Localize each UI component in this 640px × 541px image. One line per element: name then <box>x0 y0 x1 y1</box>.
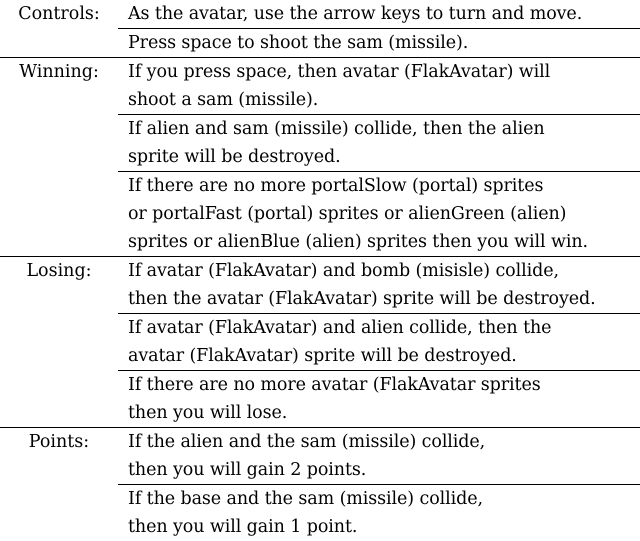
rule-line: If avatar (FlakAvatar) and alien collide, then the <box>128 318 552 338</box>
rule-cell <box>118 0 640 28</box>
rule-line: or portalFast (portal) sprites or alienGreen (alien) <box>128 204 567 224</box>
rule-cell <box>118 484 640 541</box>
rule-cell <box>118 313 640 370</box>
rule-line: If the alien and the sam (missile) collide, <box>128 432 486 452</box>
rule-line: If the base and the sam (missile) collide, <box>128 489 483 509</box>
rule-cell <box>118 370 640 427</box>
section-losing <box>0 256 640 427</box>
rule-line: sprite will be destroyed. <box>128 147 341 167</box>
rule-line: Press space to shoot the sam (missile). <box>128 33 469 53</box>
section-points <box>0 427 640 541</box>
section-winning <box>0 57 640 256</box>
rule-line: If avatar (FlakAvatar) and bomb (misisle) collide, <box>128 261 559 281</box>
section-label-winning: Winning: <box>19 62 99 82</box>
rule-line: then you will gain 1 point. <box>128 517 358 537</box>
rule-line: If there are no more portalSlow (portal) sprites <box>128 176 544 196</box>
rule-line: As the avatar, use the arrow keys to turn and move. <box>128 4 583 24</box>
rule-cell <box>118 28 640 57</box>
rule-cell <box>118 114 640 171</box>
rule-line: If you press space, then avatar (FlakAvatar) will <box>128 62 551 82</box>
rule-line: then you will lose. <box>128 403 288 423</box>
section-label-losing: Losing: <box>26 261 92 281</box>
rule-line: then the avatar (FlakAvatar) sprite will be destroyed. <box>128 289 596 309</box>
section-label-points: Points: <box>28 432 90 452</box>
rule-line: If there are no more avatar (FlakAvatar sprites <box>128 375 541 395</box>
rule-cell <box>118 58 640 114</box>
rule-line: If alien and sam (missile) collide, then the alien <box>128 119 545 139</box>
section-label-controls: Controls: <box>18 4 100 24</box>
rule-line: then you will gain 2 points. <box>128 460 367 480</box>
rule-cell <box>118 257 640 313</box>
rule-line: sprites or alienBlue (alien) sprites then you will win. <box>128 232 588 252</box>
rule-cell <box>118 171 640 256</box>
rule-cell <box>118 428 640 484</box>
rule-line: shoot a sam (missile). <box>128 90 319 110</box>
section-controls <box>0 0 640 57</box>
rule-line: avatar (FlakAvatar) sprite will be destroyed. <box>128 346 517 366</box>
